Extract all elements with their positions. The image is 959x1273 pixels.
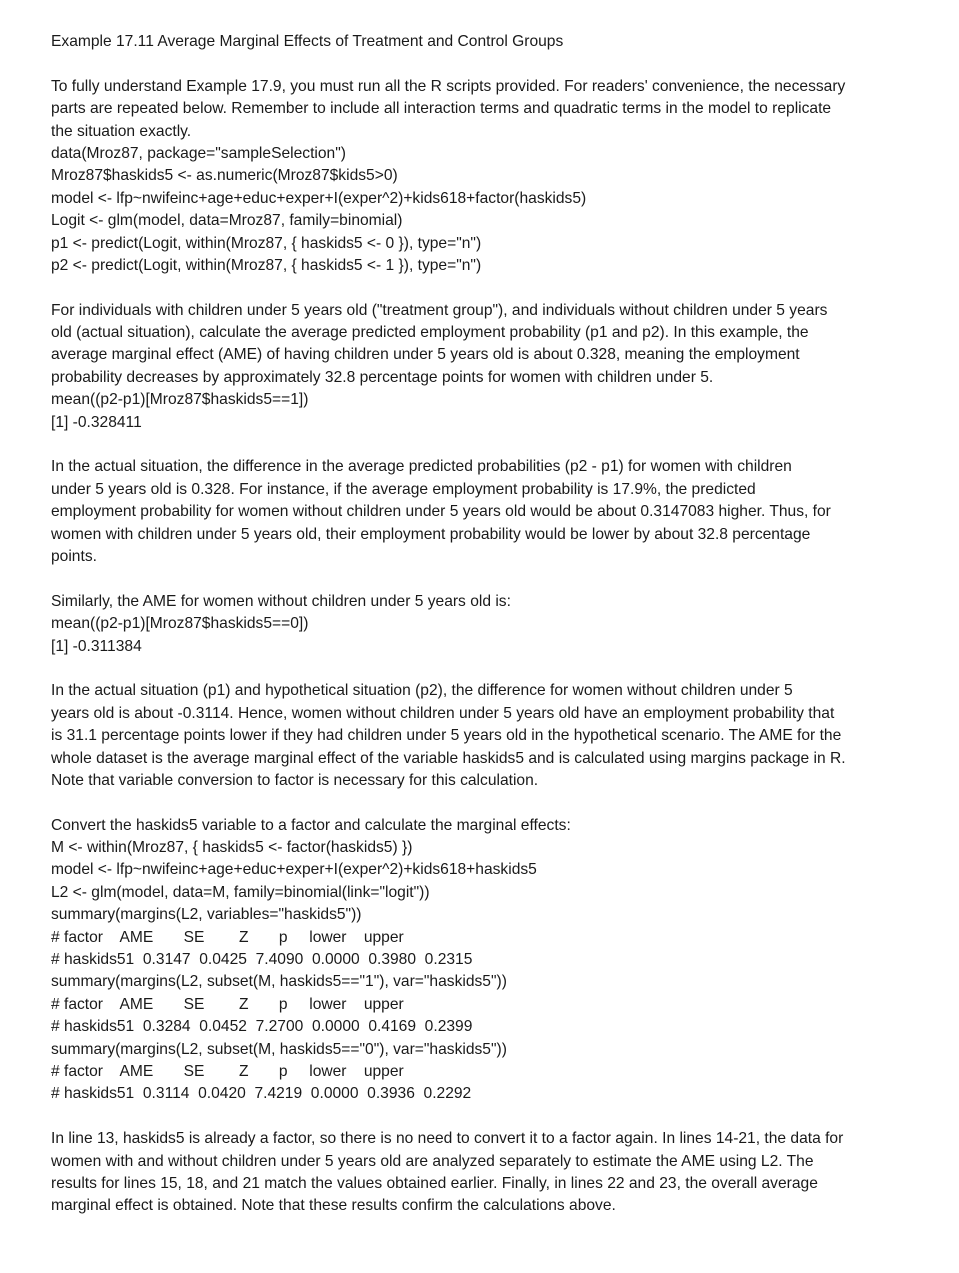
document-title: Example 17.11 Average Marginal Effects of Treatment and Control Groups xyxy=(51,33,564,50)
text-line: Note that variable conversion to factor is necessary for this calculation. xyxy=(51,771,539,789)
code-line: summary(margins(L2, subset(M, haskids5=="0"), var="haskids5")) xyxy=(51,1040,507,1058)
text-line: In line 13, haskids5 is already a factor, so there is no need to convert it to a factor again. In lines 14-21, the data for xyxy=(51,1130,844,1148)
spacer xyxy=(51,658,921,680)
text-line: In the actual situation, the difference in the average predicted probabilities (p2 - p1) for women with children xyxy=(51,458,792,476)
hypothetical-paragraph xyxy=(51,680,921,792)
code-output: [1] -0.311384 xyxy=(51,637,142,655)
text-line: the situation exactly. xyxy=(51,122,192,140)
code-line: data(Mroz87, package="sampleSelection") xyxy=(51,144,346,162)
conclusion-paragraph xyxy=(51,1128,921,1218)
text-line: under 5 years old is 0.328. For instance, if the average employment probability is 17.9%, the predicted xyxy=(51,480,756,498)
code-line: p2 <- predict(Logit, within(Mroz87, { haskids5 <- 1 }), type="n") xyxy=(51,256,482,274)
spacer xyxy=(51,568,921,590)
control-group-paragraph xyxy=(51,591,921,658)
code-line: summary(margins(L2, variables="haskids5")) xyxy=(51,906,362,924)
text-line: average marginal effect (AME) of having children under 5 years old is about 0.328, meaning the employment xyxy=(51,346,800,364)
text-line: employment probability for women without children under 5 years old would be about 0.3147083 higher. Thus, for xyxy=(51,503,831,521)
spacer xyxy=(51,53,921,75)
output-header: # factor AME SE Z p lower upper xyxy=(51,995,404,1013)
output-header: # factor AME SE Z p lower upper xyxy=(51,928,404,946)
code-line: model <- lfp~nwifeinc+age+educ+exper+I(exper^2)+kids618+haskids5 xyxy=(51,861,537,879)
text-line: probability decreases by approximately 32.8 percentage points for women with children under 5. xyxy=(51,368,714,386)
output-row: # haskids51 0.3147 0.0425 7.4090 0.0000 0.3980 0.2315 xyxy=(51,951,473,969)
text-line: parts are repeated below. Remember to include all interaction terms and quadratic terms in the model to replicate xyxy=(51,100,832,118)
code-line: p1 <- predict(Logit, within(Mroz87, { haskids5 <- 0 }), type="n") xyxy=(51,234,482,252)
code-block-1 xyxy=(51,143,921,277)
spacer xyxy=(51,792,921,814)
code-line: M <- within(Mroz87, { haskids5 <- factor(haskids5) }) xyxy=(51,839,413,857)
code-line: summary(margins(L2, subset(M, haskids5=="1"), var="haskids5")) xyxy=(51,973,507,991)
code-line: L2 <- glm(model, data=M, family=binomial(link="logit")) xyxy=(51,883,430,901)
code-line: mean((p2-p1)[Mroz87$haskids5==0]) xyxy=(51,615,309,633)
output-header: # factor AME SE Z p lower upper xyxy=(51,1062,404,1080)
code-output: [1] -0.328411 xyxy=(51,413,142,431)
spacer xyxy=(51,277,921,299)
spacer xyxy=(51,1106,921,1128)
code-line: Mroz87$haskids5 <- as.numeric(Mroz87$kids5>0) xyxy=(51,167,398,185)
code-line: Logit <- glm(model, data=Mroz87, family=binomial) xyxy=(51,212,403,230)
output-row: # haskids51 0.3114 0.0420 7.4219 0.0000 0.3936 0.2292 xyxy=(51,1085,472,1103)
text-line: is 31.1 percentage points lower if they had children under 5 years old in the hypothetical scenario. The AME for the xyxy=(51,727,842,745)
code-line: mean((p2-p1)[Mroz87$haskids5==1]) xyxy=(51,391,309,409)
text-line: Similarly, the AME for women without children under 5 years old is: xyxy=(51,592,511,610)
text-line: points. xyxy=(51,547,97,565)
text-line: women with and without children under 5 years old are analyzed separately to estimate the AME using L2. The xyxy=(51,1152,814,1170)
text-line: For individuals with children under 5 years old ("treatment group"), and individuals without children under 5 years xyxy=(51,301,828,319)
spacer xyxy=(51,434,921,456)
text-line: Convert the haskids5 variable to a factor and calculate the marginal effects: xyxy=(51,816,571,834)
actual-situation-paragraph xyxy=(51,456,921,568)
text-line: To fully understand Example 17.9, you must run all the R scripts provided. For readers' convenience, the necessary xyxy=(51,77,846,95)
code-line: model <- lfp~nwifeinc+age+educ+exper+I(exper^2)+kids618+factor(haskids5) xyxy=(51,189,587,207)
treatment-paragraph xyxy=(51,300,921,434)
document-page xyxy=(51,31,921,1218)
intro-paragraph xyxy=(51,76,921,143)
text-line: In the actual situation (p1) and hypothetical situation (p2), the difference for women without children under 5 xyxy=(51,682,793,700)
text-line: years old is about -0.3114. Hence, women without children under 5 years old have an employment probability that xyxy=(51,704,835,722)
text-line: old (actual situation), calculate the average predicted employment probability (p1 and p2). In this example, the xyxy=(51,324,809,342)
margins-code-paragraph xyxy=(51,815,921,1106)
text-line: whole dataset is the average marginal effect of the variable haskids5 and is calculated using margins package in R. xyxy=(51,749,846,767)
text-line: marginal effect is obtained. Note that these results confirm the calculations above. xyxy=(51,1197,616,1215)
text-line: women with children under 5 years old, their employment probability would be lower by about 32.8 percentage xyxy=(51,525,811,543)
text-line: results for lines 15, 18, and 21 match the values obtained earlier. Finally, in lines 22 and 23, the overall average xyxy=(51,1174,818,1192)
output-row: # haskids51 0.3284 0.0452 7.2700 0.0000 0.4169 0.2399 xyxy=(51,1018,473,1036)
